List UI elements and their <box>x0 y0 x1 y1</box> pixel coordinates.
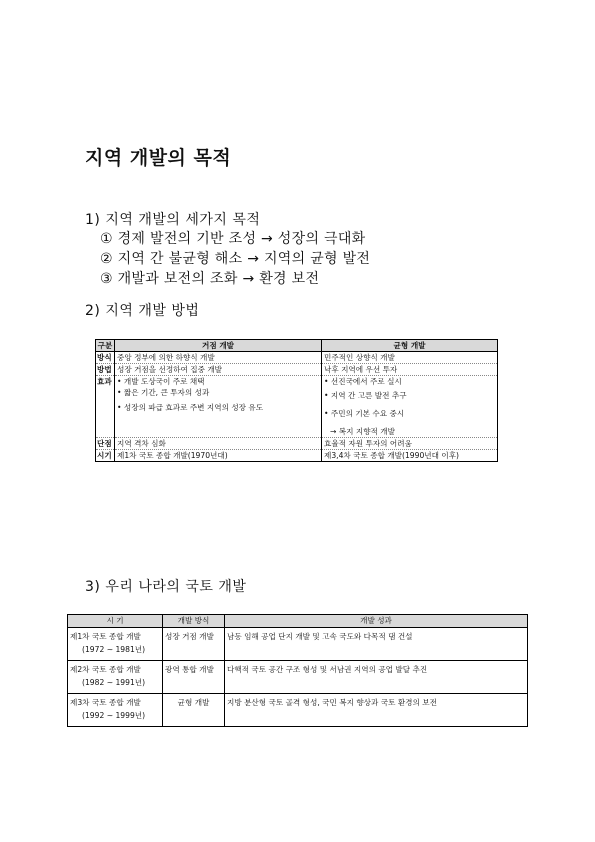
purpose-item-2: ② 지역 간 불균형 해소 → 지역의 균형 발전 <box>100 251 371 267</box>
row-label: 단점 <box>96 438 115 450</box>
balanced-cell: 민주적인 상향식 개발 <box>322 352 498 364</box>
effect-line: • 지역 간 고른 발전 추구 <box>324 391 407 400</box>
effect-line: • 선진국에서 주로 실시 <box>324 377 402 386</box>
period-name: 제2차 국토 종합 개발 <box>70 665 141 674</box>
table-row <box>96 376 498 438</box>
purpose-item-3: ③ 개발과 보전의 조화 → 환경 보전 <box>100 271 320 287</box>
period-cell <box>68 661 163 694</box>
header-period: 시 기 <box>68 615 163 628</box>
section2-heading: 2) 지역 개발 방법 <box>85 303 200 319</box>
effect-line: • 짧은 기간, 큰 투자의 성과 <box>117 388 210 397</box>
period-cell <box>68 694 163 727</box>
row-label: 방식 <box>96 352 115 364</box>
table-row <box>68 694 528 727</box>
table-row <box>96 438 498 450</box>
section3-heading: 3) 우리 나라의 국토 개발 <box>85 579 247 595</box>
balanced-cell: 낙후 지역에 우선 투자 <box>322 364 498 376</box>
header-balanced: 균형 개발 <box>322 340 498 352</box>
table-row <box>96 364 498 376</box>
row-label: 시기 <box>96 450 115 462</box>
row-label: 방법 <box>96 364 115 376</box>
table-row <box>96 450 498 462</box>
effect-line: • 주민의 기본 수요 중시 <box>324 409 405 418</box>
period-years: (1992 ~ 1999년) <box>82 711 146 720</box>
balanced-cell <box>322 376 498 438</box>
balanced-cell: 제3,4차 국토 종합 개발(1990년대 이후) <box>324 451 460 460</box>
effect-line: • 개발 도상국이 주로 채택 <box>117 377 205 386</box>
period-cell <box>68 628 163 661</box>
page-title: 지역 개발의 목적 <box>85 147 232 169</box>
method-cell: 성장 거점 개발 <box>163 628 225 661</box>
table-row <box>96 352 498 364</box>
period-years: (1972 ~ 1981년) <box>82 645 146 654</box>
growth-pole-cell <box>115 376 322 438</box>
row-label: 효과 <box>96 376 115 438</box>
period-name: 제3차 국토 종합 개발 <box>70 698 141 707</box>
development-method-table <box>95 339 498 462</box>
table-row <box>68 661 528 694</box>
period-years: (1982 ~ 1991년) <box>82 678 146 687</box>
period-name: 제1차 국토 종합 개발 <box>70 632 141 641</box>
result-cell: 남동 임해 공업 단지 개발 및 고속 국도와 다목적 댐 건설 <box>225 628 528 661</box>
effect-line: • 성장의 파급 효과로 주변 지역의 성장 유도 <box>117 403 264 412</box>
growth-pole-cell: 중앙 정부에 의한 하향식 개발 <box>115 352 322 364</box>
table-row <box>68 628 528 661</box>
method-cell: 광역 통합 개발 <box>163 661 225 694</box>
result-cell: 다핵적 국토 공간 구조 형성 및 서남권 지역의 공업 발달 추진 <box>225 661 528 694</box>
header-category: 구분 <box>96 340 115 352</box>
national-development-table <box>67 614 528 727</box>
section1-heading: 1) 지역 개발의 세가지 목적 <box>85 212 261 228</box>
header-method: 개발 방식 <box>163 615 225 628</box>
result-cell: 지방 분산형 국토 골격 형성, 국민 복지 향상과 국토 환경의 보전 <box>225 694 528 727</box>
header-result: 개발 성과 <box>225 615 528 628</box>
method-cell: 균형 개발 <box>163 694 225 727</box>
effect-line: → 복지 지향적 개발 <box>330 427 395 436</box>
growth-pole-cell: 제1차 국토 종합 개발(1970년대) <box>115 450 322 462</box>
growth-pole-cell: 성장 거점을 선정하여 집중 개발 <box>115 364 322 376</box>
growth-pole-cell: 지역 격차 심화 <box>115 438 322 450</box>
purpose-item-1: ① 경제 발전의 기반 조성 → 성장의 극대화 <box>100 231 366 247</box>
purpose-list <box>100 229 370 289</box>
header-growth-pole: 거점 개발 <box>115 340 322 352</box>
balanced-cell: 효율적 자원 투자의 어려움 <box>322 438 498 450</box>
